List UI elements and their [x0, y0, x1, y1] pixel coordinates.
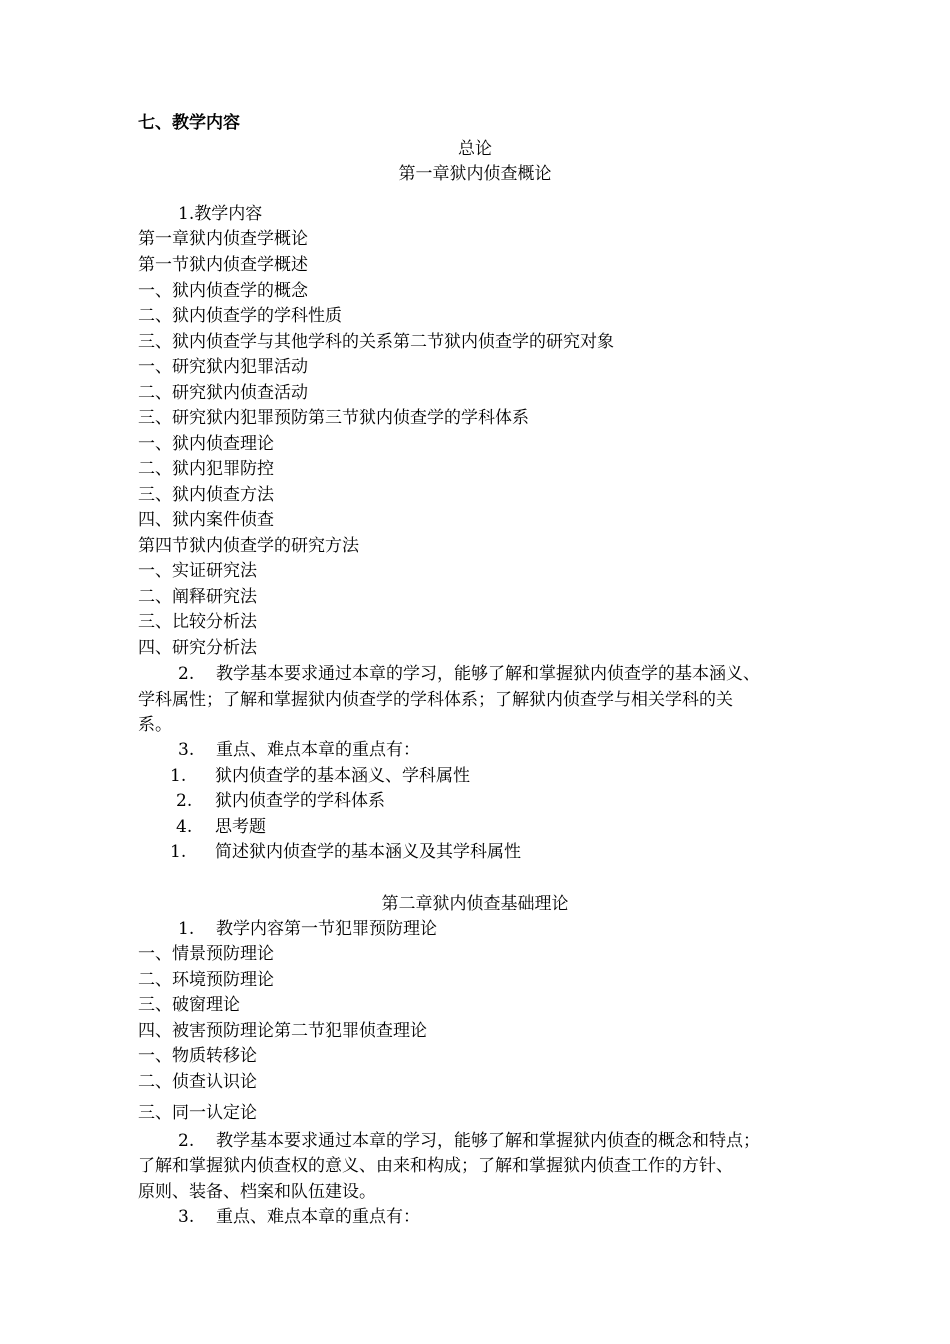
ch1-key-points [178, 739, 420, 761]
ch2-outline-line: 一、情景预防理论 [138, 944, 274, 964]
ch1-key-point-item [176, 790, 385, 812]
ch2-outline-line: 三、同一认定论 [138, 1103, 257, 1123]
ch1-outline-line: 一、研究狱内犯罪活动 [138, 357, 308, 377]
ch1-outline-line: 一、狱内侦查理论 [138, 434, 274, 454]
ch1-outline-line: 三、比较分析法 [138, 612, 257, 632]
ch2-key-points [178, 1206, 420, 1228]
chapter-2-title: 第二章狱内侦查基础理论 [381, 894, 569, 914]
ch2-outline-line: 三、破窗理论 [138, 995, 240, 1015]
list-number: 2. [178, 1131, 195, 1151]
ch1-requirements-cont: 系。 [138, 715, 172, 735]
ch1-outline-line: 四、研究分析法 [138, 638, 257, 658]
list-number: 4. [176, 817, 193, 837]
ch1-outline-line: 第一章狱内侦查学概论 [138, 229, 308, 249]
ch2-outline-line: 一、物质转移论 [138, 1046, 257, 1066]
ch2-content-line [178, 918, 437, 940]
ch2-requirements-cont: 了解和掌握狱内侦查权的意义、由来和构成；了解和掌握狱内侦查工作的方针、 [138, 1156, 733, 1176]
section-heading: 七、教学内容 [138, 113, 240, 133]
ch2-outline-line: 二、侦查认识论 [138, 1072, 257, 1092]
ch1-question-item [170, 841, 521, 863]
key-point-text: 狱内侦查学的基本涵义、学科属性 [215, 766, 470, 786]
ch2-outline-line: 四、被害预防理论第二节犯罪侦查理论 [138, 1021, 427, 1041]
list-number: 2. [178, 664, 195, 684]
ch1-outline-line: 一、实证研究法 [138, 561, 257, 581]
ch1-outline-line: 三、研究狱内犯罪预防第三节狱内侦查学的学科体系 [138, 408, 529, 428]
ch1-outline-line: 二、研究狱内侦查活动 [138, 383, 308, 403]
ch1-content-label: 1.教学内容 [178, 204, 263, 224]
part-title: 总论 [458, 139, 492, 159]
ch1-outline-line: 二、狱内犯罪防控 [138, 459, 274, 479]
key-point-text: 狱内侦查学的学科体系 [215, 791, 385, 811]
think-text: 思考题 [215, 817, 266, 837]
ch2-requirements-line [178, 1130, 760, 1152]
chapter-1-title: 第一章狱内侦查概论 [398, 164, 552, 184]
ch1-key-point-item [170, 765, 470, 787]
list-number: 3. [178, 740, 195, 760]
content-text: 教学内容第一节犯罪预防理论 [216, 919, 437, 939]
list-number: 2. [176, 791, 193, 811]
ch1-outline-line: 三、狱内侦查方法 [138, 485, 274, 505]
key-points-text: 重点、难点本章的重点有： [216, 1207, 420, 1227]
ch1-outline-line: 四、狱内案件侦查 [138, 510, 274, 530]
list-number: 1. [170, 842, 187, 862]
key-points-text: 重点、难点本章的重点有： [216, 740, 420, 760]
question-text: 简述狱内侦查学的基本涵义及其学科属性 [215, 842, 521, 862]
ch1-outline-line: 三、狱内侦查学与其他学科的关系第二节狱内侦查学的研究对象 [138, 332, 614, 352]
ch2-requirements-cont: 原则、装备、档案和队伍建设。 [138, 1182, 376, 1202]
ch1-requirements-cont: 学科属性；了解和掌握狱内侦查学的学科体系；了解狱内侦查学与相关学科的关 [138, 690, 733, 710]
ch1-outline-line: 第一节狱内侦查学概述 [138, 255, 308, 275]
requirements-text: 教学基本要求通过本章的学习，能够了解和掌握狱内侦查学的基本涵义、 [216, 664, 760, 684]
ch2-outline-line: 二、环境预防理论 [138, 970, 274, 990]
requirements-text: 教学基本要求通过本章的学习，能够了解和掌握狱内侦查的概念和特点； [216, 1131, 760, 1151]
ch1-outline-line: 二、阐释研究法 [138, 587, 257, 607]
list-number: 1. [178, 919, 195, 939]
list-number: 1. [170, 766, 187, 786]
ch1-outline-line: 第四节狱内侦查学的研究方法 [138, 536, 359, 556]
ch1-requirements-line [178, 663, 760, 685]
ch1-outline-line: 二、狱内侦查学的学科性质 [138, 306, 342, 326]
ch1-outline-line: 一、狱内侦查学的概念 [138, 281, 308, 301]
list-number: 3. [178, 1207, 195, 1227]
ch1-think-heading [176, 816, 266, 838]
